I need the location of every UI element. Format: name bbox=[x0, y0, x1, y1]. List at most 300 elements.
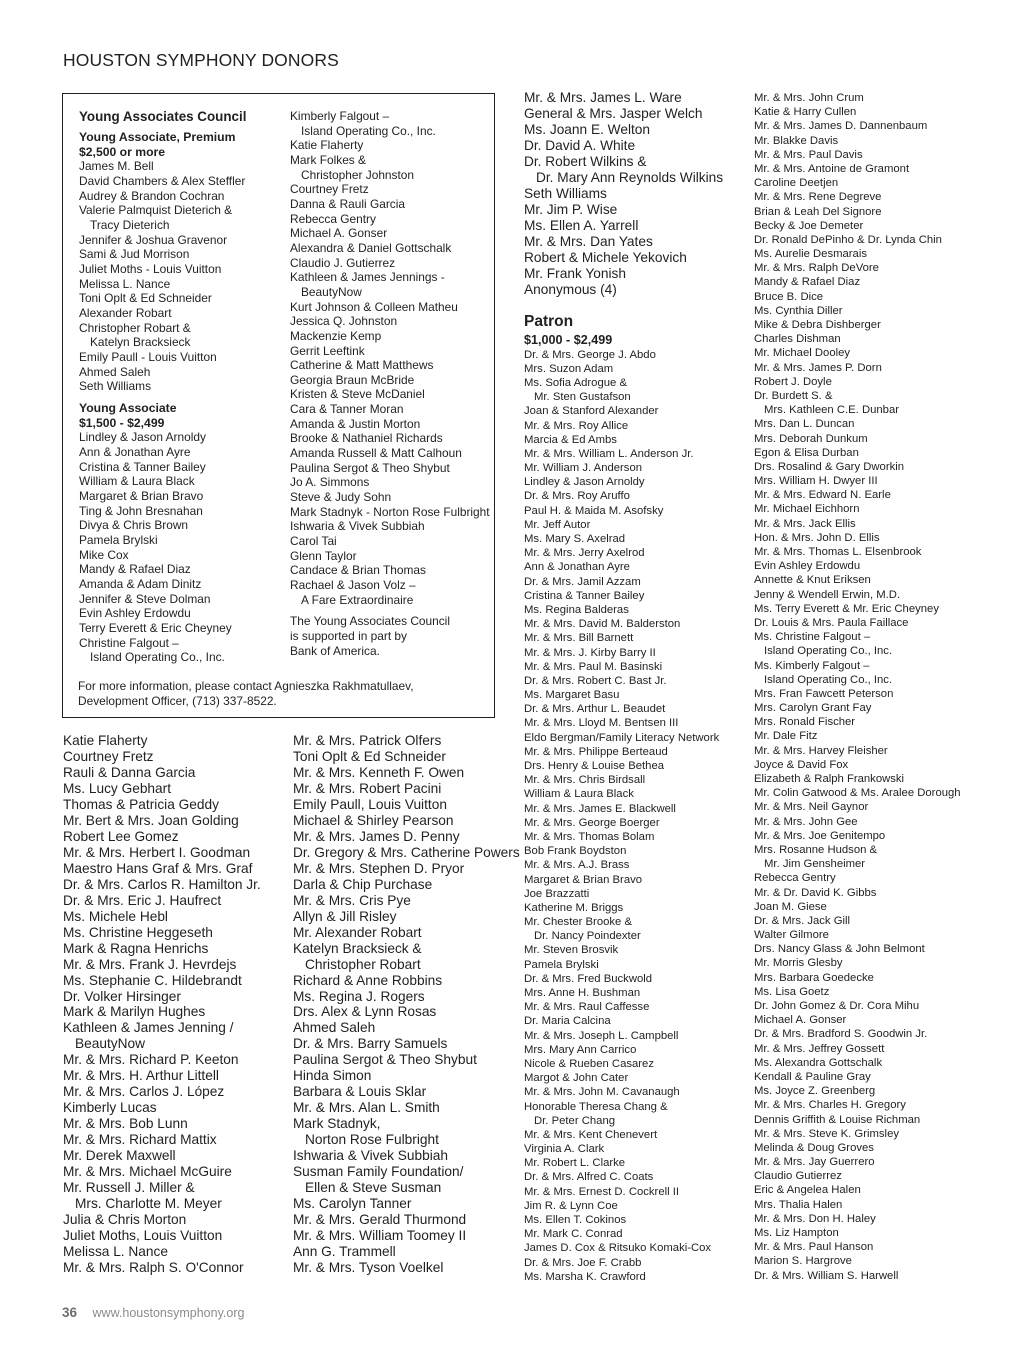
donor-name: Dr. David A. White bbox=[524, 137, 636, 153]
donor-name: Mr. Jim P. Wise bbox=[524, 201, 618, 217]
donor-name: Katelyn Bracksieck & bbox=[293, 940, 422, 956]
box-left-column bbox=[79, 108, 246, 665]
donor-name: Mr. & Mrs. Tyson Voelkel bbox=[293, 1259, 444, 1275]
donor-name: Katie & Harry Cullen bbox=[754, 106, 857, 119]
donor-name: Mr. & Mrs. Neil Gaynor bbox=[754, 801, 869, 814]
donor-name: David Chambers & Alex Steffler bbox=[79, 174, 246, 189]
donor-name: Mr. & Mrs. Thomas Bolam bbox=[524, 830, 655, 843]
donor-name: is supported in part by bbox=[290, 628, 407, 643]
donor-name: Mr. & Mrs. Dan Yates bbox=[524, 233, 653, 249]
donor-name: Dennis Griffith & Louise Richman bbox=[754, 1113, 921, 1126]
donor-name: Dr. Mary Ann Reynolds Wilkins bbox=[536, 169, 724, 185]
donor-name: Annette & Knut Eriksen bbox=[754, 574, 871, 587]
box-right-column bbox=[290, 109, 490, 658]
donor-name: Dr. & Mrs. Barry Samuels bbox=[293, 1036, 448, 1052]
donor-name: Susman Family Foundation/ bbox=[293, 1164, 464, 1180]
donor-name: Mr. Mark C. Conrad bbox=[524, 1228, 623, 1241]
donor-name: Island Operating Co., Inc. bbox=[764, 673, 893, 686]
page-number: 36 bbox=[62, 1305, 78, 1320]
patron-list bbox=[524, 348, 723, 1284]
donor-name: Dr. Peter Chang bbox=[534, 1114, 616, 1127]
donor-name: Richard & Anne Robbins bbox=[293, 972, 443, 988]
donor-name: Mr. & Mrs. John M. Cavanaugh bbox=[524, 1086, 680, 1099]
donor-name: General & Mrs. Jasper Welch bbox=[524, 105, 703, 121]
donor-name: Drs. Rosalind & Gary Dworkin bbox=[754, 460, 905, 473]
donor-name: Pamela Brylski bbox=[79, 532, 158, 547]
donor-name: Jim R. & Lynn Coe bbox=[524, 1199, 618, 1212]
donor-name: Dr. & Mrs. Bradford S. Goodwin Jr. bbox=[754, 1028, 928, 1041]
donor-name: Evin Ashley Erdowdu bbox=[754, 560, 861, 573]
donor-name: Joyce & David Fox bbox=[754, 758, 849, 771]
patron-heading: Patron bbox=[524, 312, 574, 330]
donor-name: Mr. & Mrs. Richard Mattix bbox=[63, 1132, 217, 1148]
donor-name: Jo A. Simmons bbox=[290, 475, 370, 490]
donor-name: Dr. Maria Calcina bbox=[524, 1015, 611, 1028]
donor-name: Mr. & Mrs. James L. Ware bbox=[524, 90, 682, 105]
donor-name: Mrs. Ronald Fischer bbox=[754, 716, 856, 729]
donor-name: Mr. & Mrs. Herbert I. Goodman bbox=[63, 844, 251, 860]
donor-name: Mrs. Deborah Dunkum bbox=[754, 432, 868, 445]
donor-name: Ellen & Steve Susman bbox=[305, 1180, 442, 1196]
donor-name: Seth Williams bbox=[524, 185, 607, 201]
donor-name: Cristina & Tanner Bailey bbox=[79, 459, 206, 474]
donor-name: Joan M. Giese bbox=[754, 900, 827, 913]
donor-name: Mr. & Mrs. Antoine de Gramont bbox=[754, 162, 910, 175]
donor-name: Mr. & Mrs. Rene Degreve bbox=[754, 191, 882, 204]
donor-name: Mandy & Rafael Diaz bbox=[754, 276, 861, 289]
donor-name: Ms. Sofia Adrogue & bbox=[524, 376, 627, 389]
donor-name: Mr. & Mrs. William Toomey II bbox=[293, 1228, 467, 1244]
donor-name: Becky & Joe Demeter bbox=[754, 219, 864, 232]
donor-name: Elizabeth & Ralph Frankowski bbox=[754, 773, 905, 785]
donor-name: Mrs. Fran Fawcett Peterson bbox=[754, 687, 894, 700]
donor-name: James M. Bell bbox=[79, 159, 154, 174]
donor-name: Ms. Christine Heggeseth bbox=[63, 924, 213, 940]
donor-name: Mr. & Mrs. Lloyd M. Bentsen III bbox=[524, 717, 679, 730]
donor-name: Kathleen & James Jenning / bbox=[63, 1020, 234, 1036]
donor-name: Ms. Cynthia Diller bbox=[754, 304, 843, 317]
donor-name: Lindley & Jason Arnoldy bbox=[524, 476, 645, 489]
donor-name: Margaret & Brian Bravo bbox=[524, 873, 643, 886]
page-footer bbox=[62, 1305, 244, 1320]
page-title: HOUSTON SYMPHONY DONORS bbox=[63, 50, 339, 70]
donor-name: Mr. & Mrs. Frank J. Hevrdejs bbox=[63, 956, 237, 972]
donor-name: Ann & Jonathan Ayre bbox=[524, 561, 630, 574]
donor-name: William & Laura Black bbox=[79, 474, 195, 489]
donor-list-top bbox=[524, 90, 723, 298]
spacer bbox=[290, 607, 490, 614]
donor-name: Jennifer & Joshua Gravenor bbox=[79, 232, 228, 247]
donor-name: Dr. Burdett S. & bbox=[754, 389, 833, 402]
donor-name: Mr. & Mrs. Cris Pye bbox=[293, 892, 411, 908]
donor-name: Margaret & Brian Bravo bbox=[79, 488, 204, 503]
donor-name: Mr. Sten Gustafson bbox=[534, 391, 631, 404]
donor-name: Mrs. Mary Ann Carrico bbox=[524, 1043, 637, 1056]
donor-name: Mr. & Mrs. James D. Dannenbaum bbox=[754, 120, 928, 133]
donor-name: Cara & Tanner Moran bbox=[290, 402, 404, 417]
donor-name: Ms. Regina Balderas bbox=[524, 603, 629, 616]
donor-name: Cristina & Tanner Bailey bbox=[524, 589, 645, 602]
donor-name: Mrs. Carolyn Grant Fay bbox=[754, 702, 872, 715]
donor-name: Rachael & Jason Volz – bbox=[290, 578, 416, 592]
donor-name: Michael & Shirley Pearson bbox=[293, 812, 454, 828]
donor-name: Ms. Margaret Basu bbox=[524, 689, 620, 702]
donor-name: Toni Oplt & Ed Schneider bbox=[79, 291, 212, 306]
donor-name: Brian & Leah Del Signore bbox=[754, 205, 882, 218]
donor-name: Dr. Nancy Poindexter bbox=[534, 930, 641, 943]
donor-name: Ishwaria & Vivek Subbiah bbox=[290, 519, 425, 534]
donor-name: Evin Ashley Erdowdu bbox=[79, 606, 191, 621]
donor-name: Ms. Alexandra Gottschalk bbox=[754, 1056, 883, 1069]
donor-name: Julia & Chris Morton bbox=[63, 1212, 187, 1228]
donor-name: Mark & Ragna Henrichs bbox=[63, 940, 209, 956]
donor-name: Mr. & Mrs. Charles H. Gregory bbox=[754, 1099, 906, 1112]
donor-name: Michael A. Gonser bbox=[290, 226, 388, 241]
donor-name: Island Operating Co., Inc. bbox=[301, 123, 436, 138]
donor-name: Mr. & Mrs. Raul Caffesse bbox=[524, 1001, 650, 1014]
donor-name: Darla & Chip Purchase bbox=[293, 876, 433, 892]
donor-name: Mr. Michael Dooley bbox=[754, 347, 851, 360]
donor-name: Norton Rose Fulbright bbox=[305, 1132, 439, 1148]
donor-name: Dr. Volker Hirsinger bbox=[63, 988, 181, 1004]
donor-name: Mr. & Mrs. Roy Allice bbox=[524, 419, 629, 432]
donor-name: Mr. & Mrs. William L. Anderson Jr. bbox=[524, 447, 694, 460]
donor-column-2 bbox=[293, 733, 520, 1276]
donor-name: Caroline Deetjen bbox=[754, 177, 839, 190]
donor-name: Mr. & Mrs. Paul M. Basinski bbox=[524, 660, 663, 673]
donor-name: Dr. & Mrs. George J. Abdo bbox=[524, 348, 656, 361]
donor-name: Kurt Johnson & Colleen Matheu bbox=[290, 299, 458, 314]
donor-name: Ahmed Saleh bbox=[293, 1020, 376, 1036]
donor-name: Sami & Jud Morrison bbox=[79, 247, 190, 262]
donor-name: Robert Lee Gomez bbox=[63, 828, 179, 844]
donor-name: Ms. Joann E. Welton bbox=[524, 121, 651, 137]
donor-name: Toni Oplt & Ed Schneider bbox=[293, 748, 446, 764]
donor-name: Marcia & Ed Ambs bbox=[524, 433, 617, 446]
donor-name: Claudio J. Gutierrez bbox=[290, 255, 396, 270]
donor-name: Mr. & Mrs. Paul Davis bbox=[754, 148, 863, 161]
donor-name: Mark Stadnyk - Norton Rose Fulbright bbox=[290, 504, 490, 519]
donor-name: Kathleen & James Jennings - bbox=[290, 270, 445, 285]
donor-name: Maestro Hans Graf & Mrs. Graf bbox=[63, 860, 253, 876]
donor-name: Mr. & Mrs. Jay Guerrero bbox=[754, 1156, 875, 1169]
donor-name: Audrey & Brandon Cochran bbox=[79, 188, 225, 203]
donor-name: Hinda Simon bbox=[293, 1068, 372, 1084]
donor-name: Mr. & Mrs. J. Kirby Barry II bbox=[524, 646, 656, 659]
donor-name: Dr. & Mrs. Jamil Azzam bbox=[524, 575, 641, 588]
donor-name: Dr. & Mrs. William S. Harwell bbox=[754, 1269, 899, 1282]
contact-note bbox=[78, 679, 488, 708]
contact-note-line: For more information, please contact Agnieszka Rakhmatullaev, bbox=[78, 679, 414, 693]
donor-name: Amanda & Adam Dinitz bbox=[79, 576, 202, 591]
donor-name: Catherine & Matt Matthews bbox=[290, 358, 434, 373]
donor-name: Lindley & Jason Arnoldy bbox=[79, 430, 206, 445]
donor-name: Island Operating Co., Inc. bbox=[764, 645, 893, 658]
donor-name: Mr. & Mrs. John Gee bbox=[754, 815, 858, 828]
donor-name: Alexander Robart bbox=[79, 305, 172, 320]
donor-name: Dr. & Mrs. Jack Gill bbox=[754, 914, 851, 927]
donor-name: Mrs. Kathleen C.E. Dunbar bbox=[764, 404, 899, 417]
donor-name: Drs. Henry & Louise Bethea bbox=[524, 760, 665, 773]
donor-name: Mr. & Mrs. Joe Genitempo bbox=[754, 829, 886, 842]
council-title: Young Associates Council bbox=[79, 109, 247, 124]
donor-name: Bruce B. Dice bbox=[754, 290, 824, 303]
donor-name: Georgia Braun McBride bbox=[290, 372, 415, 387]
donor-name: Ms. Joyce Z. Greenberg bbox=[754, 1085, 876, 1098]
donor-name: Ann G. Trammell bbox=[293, 1244, 396, 1259]
donor-name: Island Operating Co., Inc. bbox=[90, 650, 225, 665]
donor-name: Glenn Taylor bbox=[290, 548, 357, 563]
donor-name: Christopher Robart bbox=[305, 956, 421, 972]
donor-name: Melinda & Doug Groves bbox=[754, 1141, 874, 1154]
donor-name: Mr. & Mrs. David M. Balderston bbox=[524, 618, 681, 631]
donor-name: Ms. Liz Hampton bbox=[754, 1227, 839, 1239]
donor-name: Tracy Dieterich bbox=[90, 218, 170, 233]
donor-name: Claudio Gutierrez bbox=[754, 1170, 842, 1183]
donor-name: Ahmed Saleh bbox=[79, 364, 151, 379]
donor-name: Mr. & Mrs. Philippe Berteaud bbox=[524, 745, 668, 758]
donor-name: Alexandra & Daniel Gottschalk bbox=[290, 240, 452, 255]
donor-name: Melissa L. Nance bbox=[79, 276, 171, 291]
donor-name: Mr. Jeff Autor bbox=[524, 518, 591, 531]
donor-name: Robert & Michele Yekovich bbox=[524, 249, 687, 265]
donor-name: Mrs. Dan L. Duncan bbox=[754, 418, 855, 431]
donor-name: Mr. Michael Eichhorn bbox=[754, 503, 860, 516]
donor-name: Allyn & Jill Risley bbox=[293, 908, 397, 924]
donor-name: Drs. Nancy Glass & John Belmont bbox=[754, 943, 925, 956]
tier-heading: $2,500 or more bbox=[79, 144, 166, 159]
website-link[interactable]: www.houstonsymphony.org bbox=[92, 1306, 245, 1320]
donor-name: Juliet Moths, Louis Vuitton bbox=[63, 1228, 223, 1244]
donor-name: Mr. & Mrs. Richard P. Keeton bbox=[63, 1052, 239, 1068]
donor-name: Anonymous (4) bbox=[524, 281, 617, 297]
donor-name: Mr. & Mrs. Kent Chenevert bbox=[524, 1128, 658, 1141]
donor-name: Ms. Aurelie Desmarais bbox=[754, 248, 868, 261]
donor-name: Valerie Palmquist Dieterich & bbox=[79, 203, 233, 218]
donor-name: Ms. Michele Hebl bbox=[63, 908, 168, 924]
donor-name: Ishwaria & Vivek Subbiah bbox=[293, 1148, 448, 1164]
donor-name: Mr. & Dr. David K. Gibbs bbox=[754, 886, 877, 899]
donor-name: Egon & Elisa Durban bbox=[754, 446, 859, 459]
donor-name: Mike Cox bbox=[79, 547, 129, 562]
donor-name: Paulina Sergot & Theo Shybut bbox=[293, 1052, 477, 1068]
donor-name: Mr. & Mrs. Thomas L. Elsenbrook bbox=[754, 546, 922, 558]
tier-heading: $1,500 - $2,499 bbox=[79, 415, 165, 430]
donor-name: Ms. Lucy Gebhart bbox=[63, 780, 172, 796]
donor-name: Mr. Frank Yonish bbox=[524, 265, 626, 281]
donor-name: Steve & Judy Sohn bbox=[290, 490, 392, 505]
donor-name: Mr. & Mrs. Robert Pacini bbox=[293, 780, 442, 796]
donor-name: Mr. Derek Maxwell bbox=[63, 1148, 176, 1164]
donor-name: Mandy & Rafael Diaz bbox=[79, 562, 191, 577]
donor-name: Rebecca Gentry bbox=[754, 872, 836, 885]
donor-column-1 bbox=[63, 733, 261, 1276]
donor-name: Candace & Brian Thomas bbox=[290, 563, 426, 578]
donor-name: Dr. Gregory & Mrs. Catherine Powers bbox=[293, 844, 520, 860]
donor-name: Charles Dishman bbox=[754, 333, 841, 346]
donor-name: Mrs. Suzon Adam bbox=[524, 362, 614, 375]
donor-name: Mr. & Mrs. Alan L. Smith bbox=[293, 1100, 440, 1116]
donor-name: Thomas & Patricia Geddy bbox=[63, 796, 219, 812]
donor-name: Mr. & Mrs. Paul Hanson bbox=[754, 1241, 874, 1254]
donor-name: Dr. & Mrs. Fred Buckwold bbox=[524, 972, 653, 985]
donor-name: Mr. & Mrs. Stephen D. Pryor bbox=[293, 860, 465, 876]
donor-name: Ms. Ellen A. Yarrell bbox=[524, 217, 639, 233]
donor-name: Mr. Colin Gatwood & Ms. Aralee Dorough bbox=[754, 787, 961, 800]
donor-name: Katherine M. Briggs bbox=[524, 901, 624, 914]
donor-name: Mr. & Mrs. Jeffrey Gossett bbox=[754, 1042, 885, 1055]
donor-name: Kristen & Steve McDaniel bbox=[290, 387, 425, 402]
donor-name: Mr. & Mrs. Gerald Thurmond bbox=[293, 1212, 467, 1228]
donor-name: Ms. Kimberly Falgout – bbox=[754, 659, 870, 672]
donor-name: Mr. & Mrs. Ralph DeVore bbox=[754, 262, 879, 275]
donor-column-4 bbox=[754, 91, 961, 1283]
donor-name: A Fare Extraordinaire bbox=[301, 592, 414, 607]
donor-name: Brooke & Nathaniel Richards bbox=[290, 431, 443, 446]
donor-name: Mr. & Mrs. Carlos J. López bbox=[63, 1084, 225, 1100]
donor-name: Mr. & Mrs. John Crum bbox=[754, 92, 864, 104]
donor-name: Amanda Russell & Matt Calhoun bbox=[290, 446, 462, 461]
donor-name: Mr. Blakke Davis bbox=[754, 134, 839, 147]
donor-name: Dr. John Gomez & Dr. Cora Mihu bbox=[754, 1000, 920, 1012]
donor-name: Danna & Rauli Garcia bbox=[290, 196, 405, 211]
donor-name: Virginia A. Clark bbox=[524, 1143, 605, 1156]
donor-name: Katie Flaherty bbox=[63, 733, 148, 748]
donor-name: Mr. & Mrs. H. Arthur Littell bbox=[63, 1068, 219, 1084]
donor-name: Mike & Debra Dishberger bbox=[754, 319, 881, 331]
donor-name: Mr. & Mrs. Jerry Axelrod bbox=[524, 547, 645, 560]
tier-heading: Young Associate, Premium bbox=[79, 130, 236, 144]
donor-name: Mr. Steven Brosvik bbox=[524, 944, 619, 957]
donor-name: Nicole & Rueben Casarez bbox=[524, 1057, 654, 1070]
donor-name: Mr. Morris Glesby bbox=[754, 957, 843, 970]
donor-name: Kendall & Pauline Gray bbox=[754, 1070, 871, 1083]
donor-name: Courtney Fretz bbox=[63, 748, 154, 764]
donor-name: Ms. Terry Everett & Mr. Eric Cheyney bbox=[754, 602, 939, 615]
donor-name: BeautyNow bbox=[301, 284, 362, 299]
donor-name: Mr. Alexander Robart bbox=[293, 924, 422, 940]
donor-name: Eldo Bergman/Family Literacy Network bbox=[524, 731, 720, 744]
donor-name: Katelyn Bracksieck bbox=[90, 335, 191, 350]
donor-name: Jessica Q. Johnston bbox=[290, 314, 398, 329]
donor-name: Mr. & Mrs. Harvey Fleisher bbox=[754, 744, 888, 757]
donor-name: Mr. & Mrs. A.J. Brass bbox=[524, 859, 630, 872]
donor-name: Mr. & Mrs. Kenneth F. Owen bbox=[293, 764, 465, 780]
donor-name: Rauli & Danna Garcia bbox=[63, 764, 196, 780]
donor-name: Divya & Chris Brown bbox=[79, 518, 189, 533]
donor-name: Mr. & Mrs. Jack Ellis bbox=[754, 517, 856, 530]
donor-name: Ann & Jonathan Ayre bbox=[79, 444, 191, 459]
donor-name: Jenny & Wendell Erwin, M.D. bbox=[754, 588, 901, 601]
donor-name: Mr. & Mrs. Chris Birdsall bbox=[524, 774, 646, 787]
donor-name: Mr. & Mrs. Joseph L. Campbell bbox=[524, 1029, 679, 1042]
donor-name: Mr. & Mrs. Edward N. Earle bbox=[754, 489, 891, 502]
donor-column-3 bbox=[524, 90, 723, 1284]
donor-name: Terry Everett & Eric Cheyney bbox=[79, 620, 232, 635]
donor-name: Mrs. William H. Dwyer III bbox=[754, 475, 878, 488]
donor-name: Dr. Louis & Mrs. Paula Faillace bbox=[754, 616, 909, 629]
donor-name: Mr. Jim Gensheimer bbox=[764, 858, 866, 871]
donor-name: The Young Associates Council bbox=[290, 614, 450, 629]
donor-name: Mrs. Charlotte M. Meyer bbox=[75, 1196, 222, 1212]
donor-name: Bob Frank Boydston bbox=[524, 845, 627, 858]
donor-name: Mr. & Mrs. James E. Blackwell bbox=[524, 802, 676, 815]
patron-range: $1,000 - $2,499 bbox=[524, 332, 613, 347]
donor-name: Mr. William J. Anderson bbox=[524, 462, 643, 475]
donor-name: Mark & Marilyn Hughes bbox=[63, 1004, 206, 1020]
donor-name: Kimberly Falgout – bbox=[290, 109, 390, 123]
donor-name: Ms. Carolyn Tanner bbox=[293, 1196, 412, 1212]
donor-name: Dr. Ronald DePinho & Dr. Lynda Chin bbox=[754, 233, 942, 246]
donor-name: Ms. Ellen T. Cokinos bbox=[524, 1214, 627, 1227]
donor-name: Dr. & Mrs. Alfred C. Coats bbox=[524, 1171, 654, 1184]
donor-name: Mackenzie Kemp bbox=[290, 328, 382, 343]
donor-name: Mr. & Mrs. Steve K. Grimsley bbox=[754, 1127, 899, 1140]
donor-name: Hon. & Mrs. John D. Ellis bbox=[754, 531, 880, 544]
donor-name: Mrs. Rosanne Hudson & bbox=[754, 843, 878, 856]
donor-name: Mr. & Mrs. Ralph S. O'Connor bbox=[63, 1259, 244, 1275]
donor-name: Christopher Johnston bbox=[301, 167, 415, 182]
donor-name: BeautyNow bbox=[75, 1036, 145, 1052]
donor-name: Dr. & Mrs. Roy Aruffo bbox=[524, 490, 630, 503]
donor-name: Mr. Robert L. Clarke bbox=[524, 1157, 626, 1170]
donor-name: Juliet Moths - Louis Vuitton bbox=[79, 262, 222, 276]
donor-name: Honorable Theresa Chang & bbox=[524, 1100, 668, 1113]
donor-name: Christine Falgout – bbox=[79, 635, 179, 650]
donor-name: Mr. Chester Brooke & bbox=[524, 916, 632, 929]
donor-name: Paulina Sergot & Theo Shybut bbox=[290, 460, 450, 475]
donor-name: Carol Tai bbox=[290, 534, 337, 549]
donor-name: Mr. & Mrs. George Boerger bbox=[524, 816, 660, 829]
donor-name: Joan & Stanford Alexander bbox=[524, 405, 659, 418]
donor-name: Ms. Mary S. Axelrad bbox=[524, 533, 626, 546]
donor-name: Ms. Regina J. Rogers bbox=[293, 988, 425, 1004]
donor-name: Mr. Dale Fitz bbox=[754, 730, 818, 743]
donor-name: Ms. Lisa Goetz bbox=[754, 985, 830, 998]
donor-name: Bank of America. bbox=[290, 643, 380, 658]
donor-name: Mr. & Mrs. Ernest D. Cockrell II bbox=[524, 1185, 680, 1198]
donor-name: Mr. & Mrs. Bob Lunn bbox=[63, 1116, 188, 1132]
donor-name: Mr. & Mrs. Patrick Olfers bbox=[293, 733, 442, 748]
donor-name: Gerrit Leeftink bbox=[290, 343, 365, 358]
donor-name: Dr. & Mrs. Carlos R. Hamilton Jr. bbox=[63, 876, 261, 892]
donor-name: Dr. Robert Wilkins & bbox=[524, 153, 647, 169]
donor-name: Mrs. Thalia Halen bbox=[754, 1198, 843, 1211]
donor-name: Christopher Robart & bbox=[79, 320, 191, 335]
donor-name: Dr. & Mrs. Eric J. Haufrect bbox=[63, 892, 222, 908]
donor-name: Katie Flaherty bbox=[290, 138, 364, 153]
donor-name: Mrs. Anne H. Bushman bbox=[524, 987, 641, 1000]
donor-name: Joe Brazzatti bbox=[524, 887, 590, 900]
donor-name: Robert J. Doyle bbox=[754, 375, 832, 388]
spacer bbox=[79, 394, 246, 401]
donor-name: Ting & John Bresnahan bbox=[79, 503, 203, 518]
donor-name: Kimberly Lucas bbox=[63, 1100, 157, 1116]
donor-name: Michael A. Gonser bbox=[754, 1014, 847, 1027]
donor-name: James D. Cox & Ritsuko Komaki-Cox bbox=[524, 1242, 712, 1255]
donor-name: Seth Williams bbox=[79, 379, 152, 394]
tier-heading: Young Associate bbox=[79, 400, 177, 415]
donor-name: Pamela Brylski bbox=[524, 958, 599, 971]
donor-name: Dr. & Mrs. Joe F. Crabb bbox=[524, 1256, 642, 1269]
donor-name: Drs. Alex & Lynn Rosas bbox=[293, 1004, 437, 1020]
donor-name: Paul H. & Maida M. Asofsky bbox=[524, 504, 664, 517]
donor-name: Mr. & Mrs. James D. Penny bbox=[293, 828, 460, 844]
donor-name: Amanda & Justin Morton bbox=[290, 416, 421, 431]
donor-name: Emily Paull, Louis Vuitton bbox=[293, 796, 447, 812]
donor-name: Marion S. Hargrove bbox=[754, 1255, 852, 1268]
donor-name: Barbara & Louis Sklar bbox=[293, 1084, 427, 1100]
